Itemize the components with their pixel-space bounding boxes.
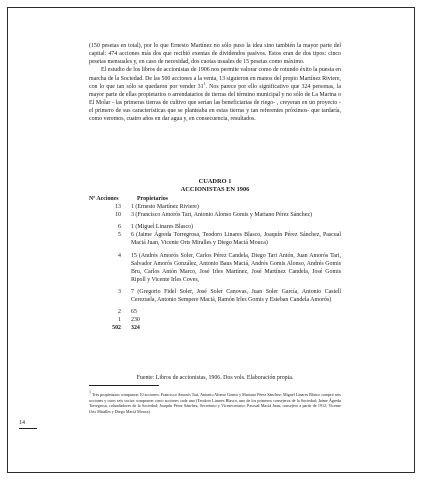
table-row [89, 316, 341, 324]
cell-total-acciones: 502 [112, 325, 121, 332]
page-number-underline [19, 428, 37, 429]
table-row [89, 308, 341, 316]
paragraph-2 [89, 66, 341, 123]
footnote-marker: 1 [89, 389, 91, 395]
cell-total-propietarios: 324 [131, 325, 140, 332]
page-number: 14 [19, 420, 25, 426]
cell-acciones: 6 [118, 224, 121, 231]
paragraph-1: (150 pesetas en total), por lo que Ernesto Martínez no sólo puso la idea sino también la mayor parte del capital: 474 acciones más dos que recibió exentas de dividendos pasivos. Estos eran de dos tipos: cinco pesetas mensuales y, en caso de necesidad, dos cuotas usuales de 15 pesetas como máximo. [89, 43, 341, 66]
paragraph-2-part-a: El estudio de los libros de accionistas de 1906 nos permite valorar como de rotundo éxito la puesta en marcha de la Sociedad. De las 500 acciones a la venta, 13 siguieron en manos del propio Martínez Riviere, con lo que tan sólo se quedaron por vender 31 [89, 67, 341, 90]
table-header-row [89, 195, 341, 203]
table-row [89, 223, 341, 231]
cell-propietarios: 1 (Ernesto Martínez Riviere) [131, 204, 199, 211]
cell-propietarios: 230 [131, 317, 140, 324]
table-row [89, 252, 341, 284]
cell-acciones: 3 [118, 288, 121, 295]
footnote-text: Tres propietarios compraron 10 acciones: Francisco Amorós Tari, Antonio Alonso Gomis y Mariano Pérez Sánchez; Miguel Linares Blasco compró seis acciones y otros seis socios compraron cinco acciones cada uno (Teodoro Linares Blasco, uno de los primeros consejeros de la Sociedad; Jaime Ágreda Torregrosa, cofundadores de la Sociedad; Joaquín Pérez Sánchez, Secretario y Vicesecretario; Pascual Maciá Juan, consejero a partir de 1912; Vicente Orts Miralles y Diego Maciá Mouca). [89, 392, 342, 414]
column-header-acciones: Nº Acciones [89, 196, 119, 202]
column-header-propietarios: Propietarios [137, 196, 168, 202]
cell-acciones: 5 [118, 232, 121, 239]
cell-acciones: 10 [115, 212, 121, 219]
table-row [89, 288, 341, 304]
footnote [89, 389, 342, 414]
cell-propietarios: 65 [131, 309, 137, 316]
table-title: CUADRO 1 [198, 178, 232, 185]
cell-acciones: 13 [115, 204, 121, 211]
table-row [89, 211, 341, 219]
table-source: Fuente: Libros de accionistas, 1906. Dos vols. Elaboración propia. [136, 375, 294, 381]
body-text [89, 42, 341, 124]
table-row [89, 203, 341, 211]
cell-propietarios: 1 (Miguel Linares Blasco) [131, 224, 193, 231]
cell-acciones: 1 [118, 317, 121, 324]
footnote-divider [89, 385, 159, 386]
shareholders-table [89, 195, 341, 332]
table-subtitle: ACCIONISTAS EN 1906 [180, 186, 250, 193]
footnote-reference[interactable]: 1 [203, 80, 206, 86]
cell-propietarios: 15 (Andrés Amorós Soler, Carlos Pérez Candela, Diego Tari Antón, Juan Amorós Tari, Salvador Amorós González, Antonio Baus Maciá, Andrés Gomis Alonso, Andrés Gomis Bru, Carlos Antón Marco, José Irles Martínez, José Martínez Candela, José Gomis Ripoll y Vicente Irles Coves, [131, 252, 341, 283]
table-row [89, 231, 341, 247]
cell-acciones: 2 [118, 309, 121, 316]
paragraph-2-part-b: . Nos parece por ello significativo que 324 personas, la mayor parte de ellas propietarios o arrendatarios de tierras del término municipal y no sólo de La Marina o El Molar - las primeras tierras de cultivo que serían las beneficiarias de riego- , creyeran en un proyecto - el primero de sus características que se planteaba en estas tierras y tan referentes próximos- que tardaría, como veremos, cuatro años en dar agua y, en consecuencia, resultados. [89, 83, 341, 123]
cell-acciones: 4 [118, 252, 121, 259]
cell-propietarios: 7 (Gregorio Fidel Soler, José Soler Canovas, Juan Soler García, Antonio Castell Cerezuela, Antonio Sempere Maciá, Ramón Irles Gomis y Esteban Candela Amorós) [131, 288, 341, 304]
cell-propietarios: 6 (Jaime Ágreda Torregrosa, Teodoro Linares Blasco, Joaquín Pérez Sánchez, Pascual Maciá Juan, Vicente Orts Miralles y Diego Maciá Mouca) [131, 232, 341, 247]
table-total-row [89, 324, 341, 332]
cell-propietarios: 3 (Francisco Amorós Tari, Antonio Alonso Gomis y Mariano Pérez Sánchez) [131, 212, 312, 219]
